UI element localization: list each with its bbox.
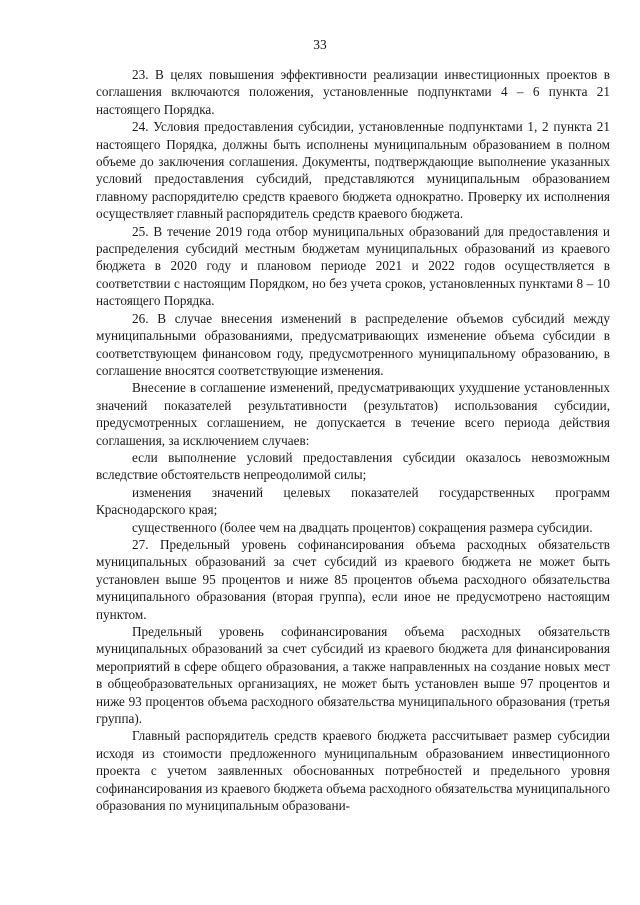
paragraph-25: 25. В течение 2019 года отбор муниципальных образований для предоставления и распределения субсидий местным бюджетам муниципальных образований из краевого бюджета в 2020 году и плановом периоде 2021 и 2022 годов осуществляется в соответствии с настоящим Порядком, но без учета сроков, установленных пунктами 8 – 10 настоящего Порядка. [96,223,610,309]
paragraph-27: 27. Предельный уровень софинансирования объема расходных обязательств муниципальных образований за счет субсидий из краевого бюджета не может быть установлен выше 95 процентов и ниже 85 процентов объема расходного обязательства муниципального образования (вторая группа), если иное не предусмотрено настоящим пунктом. [96,536,610,622]
paragraph-exception-target-indicators: изменения значений целевых показателей государственных программ Краснодарского края; [96,484,610,518]
paragraph-exception-subsidy-reduction: существенного (более чем на двадцать процентов) сокращения размера субсидии. [132,519,593,535]
paragraph-exception-force-majeure: если выполнение условий предоставления субсидии оказалось невозможным вследствие обстоятельств непреодолимой силы; [96,449,610,483]
paragraph-26-amendments: Внесение в соглашение изменений, предусматривающих ухудшение установленных значений показателей результативности (результатов) использования субсидии, предусмотренных соглашением, не допускается в течение всего периода действия соглашения, за исключением случаев: [96,380,610,448]
paragraph-27-calculation: Главный распорядитель средств краевого бюджета рассчитывает размер субсидии исходя из стоимости предложенного муниципальным образованием инвестиционного проекта с учетом заявленных обоснованных потребностей и предельного уровня софинансирования из краевого бюджета объема расходного обязательства муниципального образования по муниципальным образовани- [96,728,610,814]
paragraph-24: 24. Условия предоставления субсидии, установленные подпунктами 1, 2 пункта 21 настоящего Порядка, должны быть исполнены муниципальным образованием в полном объеме до заключения соглашения. Документы, подтверждающие выполнение указанных условий предоставления субсидий, представляются муниципальным образованием главному распорядителю средств краевого бюджета однократно. Проверку их исполнения осуществляет главный распорядитель средств краевого бюджета. [96,119,610,222]
document-body [96,66,610,814]
paragraph-26: 26. В случае внесения изменений в распределение объемов субсидий между муниципальными образованиями, предусматривающих изменение объема субсидии в соответствующем финансовом году, предусмотренного муниципальному образованию, в соглашение вносятся соответствующие изменения. [96,310,610,378]
paragraph-23: 23. В целях повышения эффективности реализации инвестиционных проектов в соглашения включаются положения, установленные подпунктами 4 – 6 пункта 21 настоящего Порядка. [96,67,610,117]
paragraph-27-education: Предельный уровень софинансирования объема расходных обязательств муниципальных образований за счет субсидий из краевого бюджета для финансирования мероприятий в сфере общего образования, а также направленных на создание новых мест в общеобразовательных организациях, не может быть установлен выше 97 процентов и ниже 93 процентов объема расходного обязательства муниципального образования (третья группа). [96,624,610,727]
page-number: 33 [313,37,327,52]
